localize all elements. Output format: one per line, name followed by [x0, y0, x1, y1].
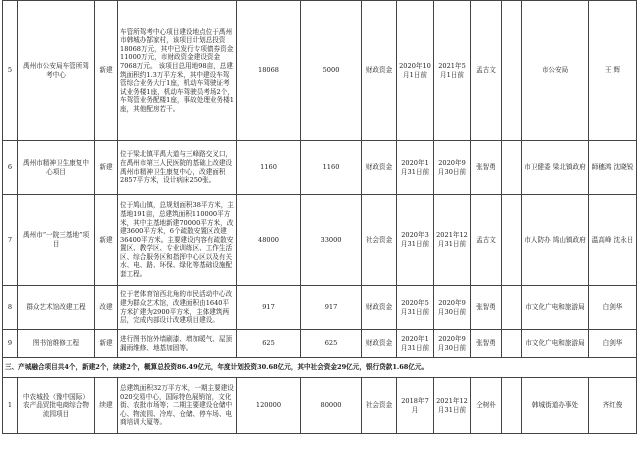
- cell-type: 新建: [95, 141, 118, 195]
- cell-contact: 齐红俊: [589, 378, 637, 434]
- cell-start: 2020年3月31日前: [397, 195, 434, 286]
- cell-start: 2018年7月: [397, 378, 434, 434]
- cell-desc: 车管所驾考中心项目建设地点位于禹州市韩城办郜家村，该项目计划总投资18068万元，其中已发行专项债券资金11000万元，市财政资金建设资金7068万元。 该项目总用地98亩，总建筑面积约1.3万平方米，其中建设车驾管综合业务大厅1座，机动车驾驶证考试业务楼1座，机动车驾驶员考场2个，车驾管业务配楼1座，事故处理业务楼1座，其他配房若干。: [118, 1, 237, 141]
- cell-end: 2021年5月1日前: [434, 1, 471, 141]
- table-row: [3, 1, 637, 141]
- cell-type: 新建: [95, 195, 118, 286]
- cell-leader: 孟古文: [471, 195, 502, 286]
- cell-unit: 市公安局: [522, 1, 589, 141]
- cell-no: 8: [3, 286, 18, 330]
- cell-type: 改建: [95, 286, 118, 330]
- cell-type: 新建: [95, 330, 118, 358]
- cell-contact: 温高峰 沈永日: [589, 195, 637, 286]
- cell-desc: 进行图书馆外墙刷漆、增加暖气、屋顶漏雨维修、地基加固等。: [118, 330, 237, 358]
- cell-no: 7: [3, 195, 18, 286]
- cell-contact: 王 辉: [589, 1, 637, 141]
- cell-end: 2020年9月30日前: [434, 286, 471, 330]
- cell-blank: [502, 378, 522, 434]
- cell-unit: 市卫健委 梁北镇政府: [522, 141, 589, 195]
- cell-name: 禹州市公安局车管所驾考中心: [18, 1, 95, 141]
- table-row: [3, 286, 637, 330]
- table-row: [3, 141, 637, 195]
- cell-annual: 1160: [301, 141, 362, 195]
- cell-leader: 孟古文: [471, 1, 502, 141]
- cell-no: 5: [3, 1, 18, 141]
- table-row: [3, 195, 637, 286]
- cell-source: 财政资金: [362, 141, 397, 195]
- cell-end: 2020年9月30日前: [434, 141, 471, 195]
- cell-leader: 张智勇: [471, 330, 502, 358]
- cell-unit: 市文化广电和旅游局: [522, 330, 589, 358]
- cell-unit: 市文化广电和旅游局: [522, 286, 589, 330]
- cell-end: 2021年12月31日前: [434, 378, 471, 434]
- cell-annual: 625: [301, 330, 362, 358]
- cell-contact: 白剑华: [589, 330, 637, 358]
- cell-desc: 位于梁北镇平禹大道与三峰路交叉口，在禹州市第三人民医院的基础上改建设禹州市精神卫生康复中心，改建面积2857平方米，设计病床250张。: [118, 141, 237, 195]
- table-row: [3, 330, 637, 358]
- cell-leader: 张智勇: [471, 286, 502, 330]
- cell-unit: 韩城街道办事处: [522, 378, 589, 434]
- cell-annual: 80000: [301, 378, 362, 434]
- cell-desc: 总建筑面积32万平方米，一期主要建设020交易中心，国际特色展销馆，文化街、农批市场等；二期主要建设仓储中心、物流园、冷库、仓储、停车场、电商培训大厦等。: [118, 378, 237, 434]
- cell-blank: [502, 195, 522, 286]
- cell-unit: 市人防办 鸠山镇政府: [522, 195, 589, 286]
- cell-start: 2020年1月31日前: [397, 330, 434, 358]
- cell-name: 群众艺术馆改建工程: [18, 286, 95, 330]
- cell-source: 财政资金: [362, 330, 397, 358]
- cell-desc: 位于鸠山镇，总规划面积38平方米，主基地191亩，总建筑面积110000平方米，其中主基地新建70000平方米，改建3600平方米，6个疏散安置区改建36400平方米。主要建设内容有疏散安置区、教学区、专业训练区、工作生活区、综合服务区和指挥中心区以及有关水、电、路、环保、绿化等基础设施配套工程。: [118, 195, 237, 286]
- cell-contact: 師穗鸿 沈晓锐: [589, 141, 637, 195]
- cell-total: 1160: [237, 141, 301, 195]
- section-header-row: [3, 358, 637, 378]
- cell-total: 120000: [237, 378, 301, 434]
- cell-no: 9: [3, 330, 18, 358]
- cell-no: 1: [3, 378, 18, 434]
- project-table: [2, 0, 637, 434]
- cell-leader: 张智勇: [471, 141, 502, 195]
- cell-annual: 33000: [301, 195, 362, 286]
- table-row: [3, 378, 637, 434]
- cell-annual: 917: [301, 286, 362, 330]
- cell-name: 图书馆维修工程: [18, 330, 95, 358]
- cell-name: 禹州市精神卫生康复中心项目: [18, 141, 95, 195]
- cell-total: 18068: [237, 1, 301, 141]
- cell-blank: [502, 286, 522, 330]
- cell-desc: 位于老体育馆西北角的市民活动中心改建为群众艺术馆，改建面积由1640平方米扩建为2900平方米，主体建筑两层，完成内部设计改建项目建设。: [118, 286, 237, 330]
- cell-start: 2020年5月31日前: [397, 286, 434, 330]
- cell-no: 6: [3, 141, 18, 195]
- cell-type: 续建: [95, 378, 118, 434]
- cell-leader: 仝树朴: [471, 378, 502, 434]
- cell-name: 禹州市“一院三基地”项目: [18, 195, 95, 286]
- cell-source: 社会资金: [362, 195, 397, 286]
- cell-type: 新建: [95, 1, 118, 141]
- cell-total: 917: [237, 286, 301, 330]
- cell-blank: [502, 330, 522, 358]
- cell-start: 2020年10月1日前: [397, 1, 434, 141]
- cell-end: 2020年9月30日前: [434, 330, 471, 358]
- cell-annual: 5000: [301, 1, 362, 141]
- cell-source: 财政资金: [362, 286, 397, 330]
- cell-total: 48000: [237, 195, 301, 286]
- cell-source: 财政资金: [362, 1, 397, 141]
- cell-contact: 白剑华: [589, 286, 637, 330]
- cell-source: 社会资金: [362, 378, 397, 434]
- cell-blank: [502, 141, 522, 195]
- cell-name: 中农城投（豫中国际）农产品贸批电商综合物流园项目: [18, 378, 95, 434]
- cell-blank: [502, 1, 522, 141]
- cell-end: 2021年12月31日前: [434, 195, 471, 286]
- cell-total: 625: [237, 330, 301, 358]
- cell-start: 2020年1月31日前: [397, 141, 434, 195]
- section-heading: 三、产城融合项目共4个，新建2个，续建2个，概算总投资86.49亿元，年度计划投资30.68亿元，其中社会资金29亿元，银行贷款1.68亿元。: [3, 358, 637, 378]
